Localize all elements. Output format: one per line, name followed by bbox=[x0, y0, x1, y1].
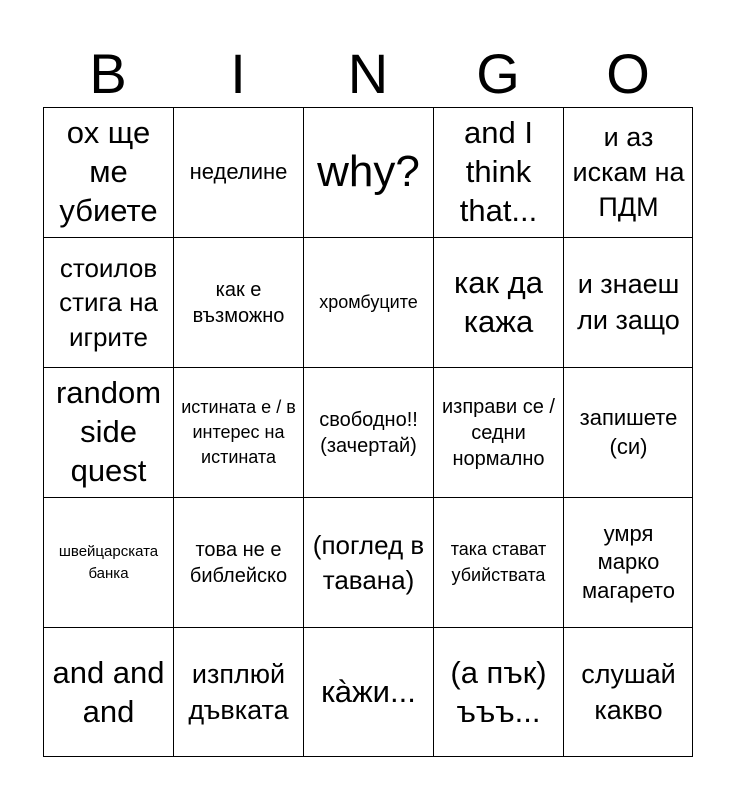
bingo-cell[interactable] bbox=[303, 367, 433, 497]
bingo-cell[interactable] bbox=[173, 237, 303, 367]
bingo-cell[interactable] bbox=[563, 497, 693, 627]
bingo-board bbox=[43, 107, 693, 757]
bingo-cell[interactable] bbox=[43, 237, 173, 367]
cell-text: така стават убийствата bbox=[450, 539, 547, 585]
bingo-cell[interactable] bbox=[433, 627, 563, 757]
bingo-cell[interactable] bbox=[173, 107, 303, 237]
cell-text: и аз искам на ПДМ bbox=[572, 121, 685, 223]
bingo-cell[interactable] bbox=[303, 107, 433, 237]
header-letter-b: B bbox=[89, 42, 127, 105]
cell-text: неделине bbox=[189, 159, 288, 185]
cell-text: why? bbox=[317, 147, 420, 197]
cell-text: ох ще ме убиете bbox=[59, 115, 158, 228]
cell-text: random side quest bbox=[55, 375, 162, 488]
cell-text: изплюй дъвката bbox=[188, 659, 289, 725]
cell-text: швейцарската банка bbox=[58, 542, 159, 582]
cell-text: (поглед в тавана) bbox=[312, 530, 425, 595]
cell-text: стоилов стига на игрите bbox=[59, 253, 158, 352]
cell-text: хромбуците bbox=[319, 291, 418, 312]
cell-text: как е възможно bbox=[192, 278, 285, 327]
cell-text: умря марко магарето bbox=[582, 520, 675, 603]
bingo-cell[interactable] bbox=[43, 497, 173, 627]
bingo-cell[interactable] bbox=[173, 497, 303, 627]
bingo-cell[interactable] bbox=[303, 237, 433, 367]
bingo-cell[interactable] bbox=[563, 367, 693, 497]
bingo-cell[interactable] bbox=[303, 627, 433, 757]
bingo-cell[interactable] bbox=[433, 497, 563, 627]
bingo-cell[interactable] bbox=[563, 237, 693, 367]
cell-text: изправи се / седни нормално bbox=[441, 395, 555, 470]
cell-text: свободно!! (зачертай) bbox=[319, 408, 418, 457]
header-letter-o: O bbox=[606, 42, 650, 105]
cell-text: истината е / в интерес на истината bbox=[181, 396, 296, 468]
header-letter-n: N bbox=[347, 42, 389, 105]
header-letter-g: G bbox=[476, 42, 520, 105]
cell-text: слушай какво bbox=[581, 659, 676, 725]
bingo-cell[interactable] bbox=[563, 627, 693, 757]
header-letter-i: I bbox=[230, 42, 246, 105]
bingo-cell[interactable] bbox=[43, 107, 173, 237]
bingo-cell[interactable] bbox=[43, 367, 173, 497]
bingo-cell[interactable] bbox=[173, 367, 303, 497]
bingo-cell[interactable] bbox=[563, 107, 693, 237]
cell-text: това не е библейско bbox=[189, 538, 288, 587]
bingo-cell[interactable] bbox=[433, 107, 563, 237]
cell-text: и знаеш ли защо bbox=[577, 269, 680, 335]
cell-text: and and and bbox=[52, 654, 165, 729]
bingo-header bbox=[43, 40, 693, 108]
cell-text: and I think that... bbox=[459, 115, 538, 228]
bingo-cell[interactable] bbox=[173, 627, 303, 757]
cell-text: запишете (си) bbox=[579, 404, 678, 459]
bingo-cell[interactable] bbox=[433, 237, 563, 367]
cell-text: как да кажа bbox=[454, 264, 543, 339]
bingo-cell[interactable] bbox=[303, 497, 433, 627]
cell-text: кàжи... bbox=[321, 674, 416, 710]
bingo-cell[interactable] bbox=[433, 367, 563, 497]
cell-text: (а пък) ъъъ... bbox=[450, 654, 547, 729]
bingo-cell[interactable] bbox=[43, 627, 173, 757]
